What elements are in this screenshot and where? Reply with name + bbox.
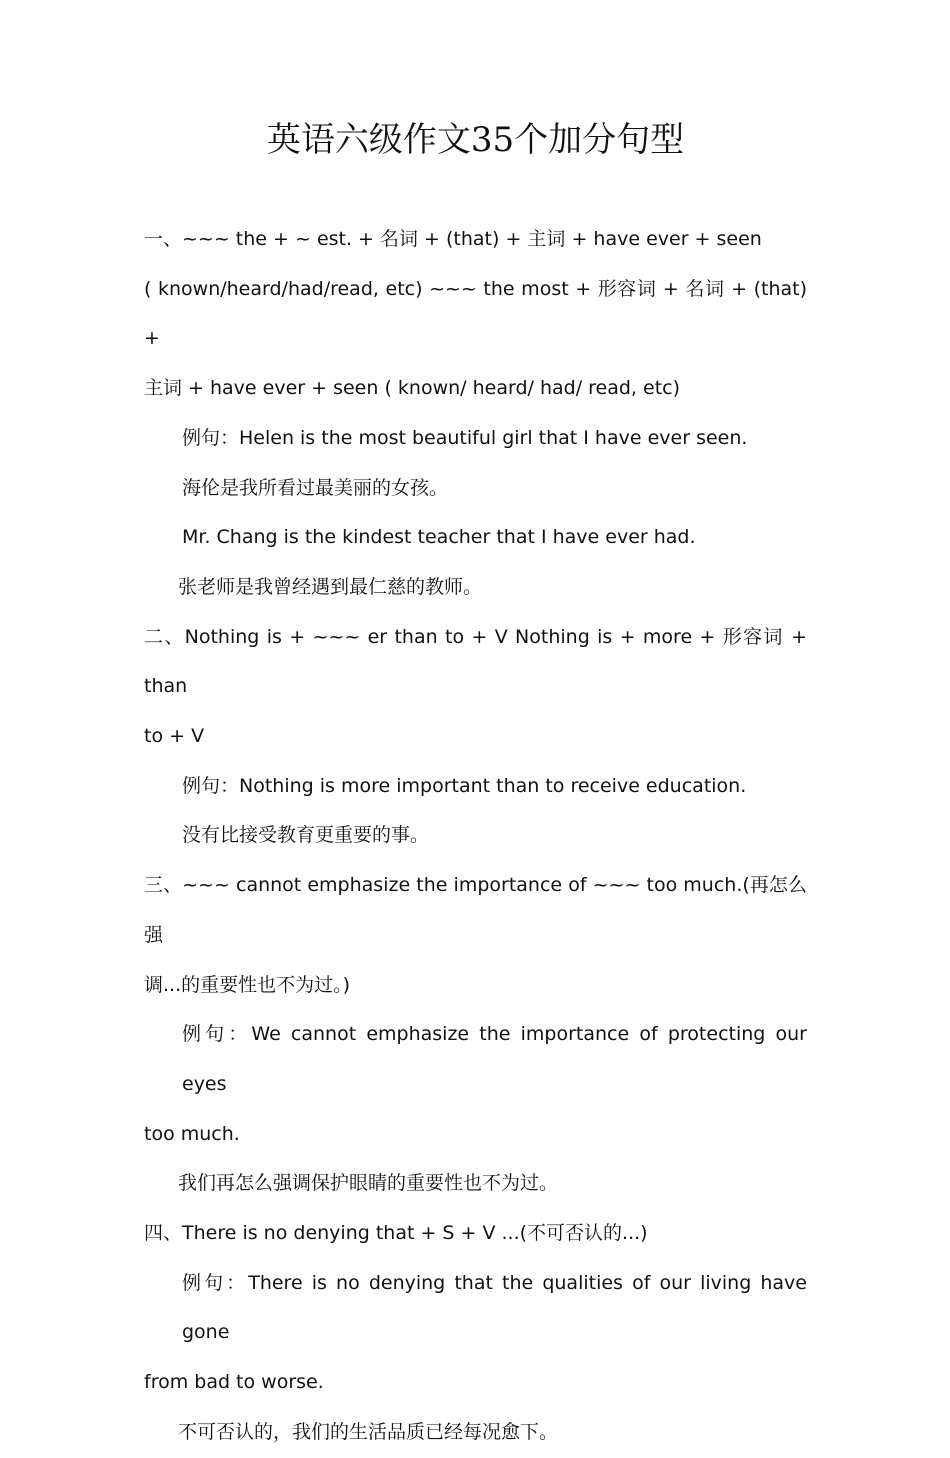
section-4-example-1-en-line-1: 例句：There is no denying that the qualities of our living have gone: [182, 1271, 807, 1344]
section-1-example-2-en: Mr. Chang is the kindest teacher that I have ever had.: [182, 526, 696, 549]
document-body: [144, 215, 807, 1458]
page-title: 英语六级作文35个加分句型: [266, 120, 685, 160]
section-1-heading-line-1: 一、~~~ the + ~ est. + 名词 + (that) + 主词 + have ever + seen: [144, 228, 762, 250]
section-3-example-1-en-line-2: too much.: [144, 1122, 240, 1145]
section-4-example-1-en-line-2: from bad to worse.: [144, 1371, 324, 1394]
section-1-example-2-cn: 张老师是我曾经遇到最仁慈的教师。: [178, 575, 483, 598]
section-2-example-1-en: 例句：Nothing is more important than to receive education.: [182, 774, 747, 797]
section-3-heading-line-2: 调...的重要性也不为过。): [144, 973, 351, 996]
section-1-example-1-en: 例句：Helen is the most beautiful girl that I have ever seen.: [182, 426, 748, 449]
section-2-example-1-cn: 没有比接受教育更重要的事。: [182, 824, 430, 847]
section-2-heading-line-1: 二、Nothing is + ~~~ er than to + V Nothing is + more + 形容词 + than: [144, 625, 807, 698]
section-4-example-1-cn: 不可否认的，我们的生活品质已经每况愈下。: [178, 1420, 559, 1443]
section-2-heading-line-2: to + V: [144, 725, 205, 748]
section-3-heading-line-1: 三、~~~ cannot emphasize the importance of ~~~ too much.(再怎么强: [144, 874, 807, 946]
section-1-heading-line-3: 主词 + have ever + seen ( known/ heard/ had/ read, etc): [144, 377, 680, 400]
section-3-example-1-cn: 我们再怎么强调保护眼睛的重要性也不为过。: [178, 1172, 559, 1195]
section-4-heading-line-1: 四、There is no denying that + S + V ...(不可否认的...): [144, 1222, 648, 1245]
section-3-example-1-en-line-1: 例句：We cannot emphasize the importance of protecting our eyes: [182, 1023, 807, 1095]
section-1-heading-line-2: ( known/heard/had/read, etc) ~~~ the most + 形容词 + 名词 + (that) +: [144, 277, 807, 350]
section-1-example-1-cn: 海伦是我所看过最美丽的女孩。: [182, 476, 449, 499]
